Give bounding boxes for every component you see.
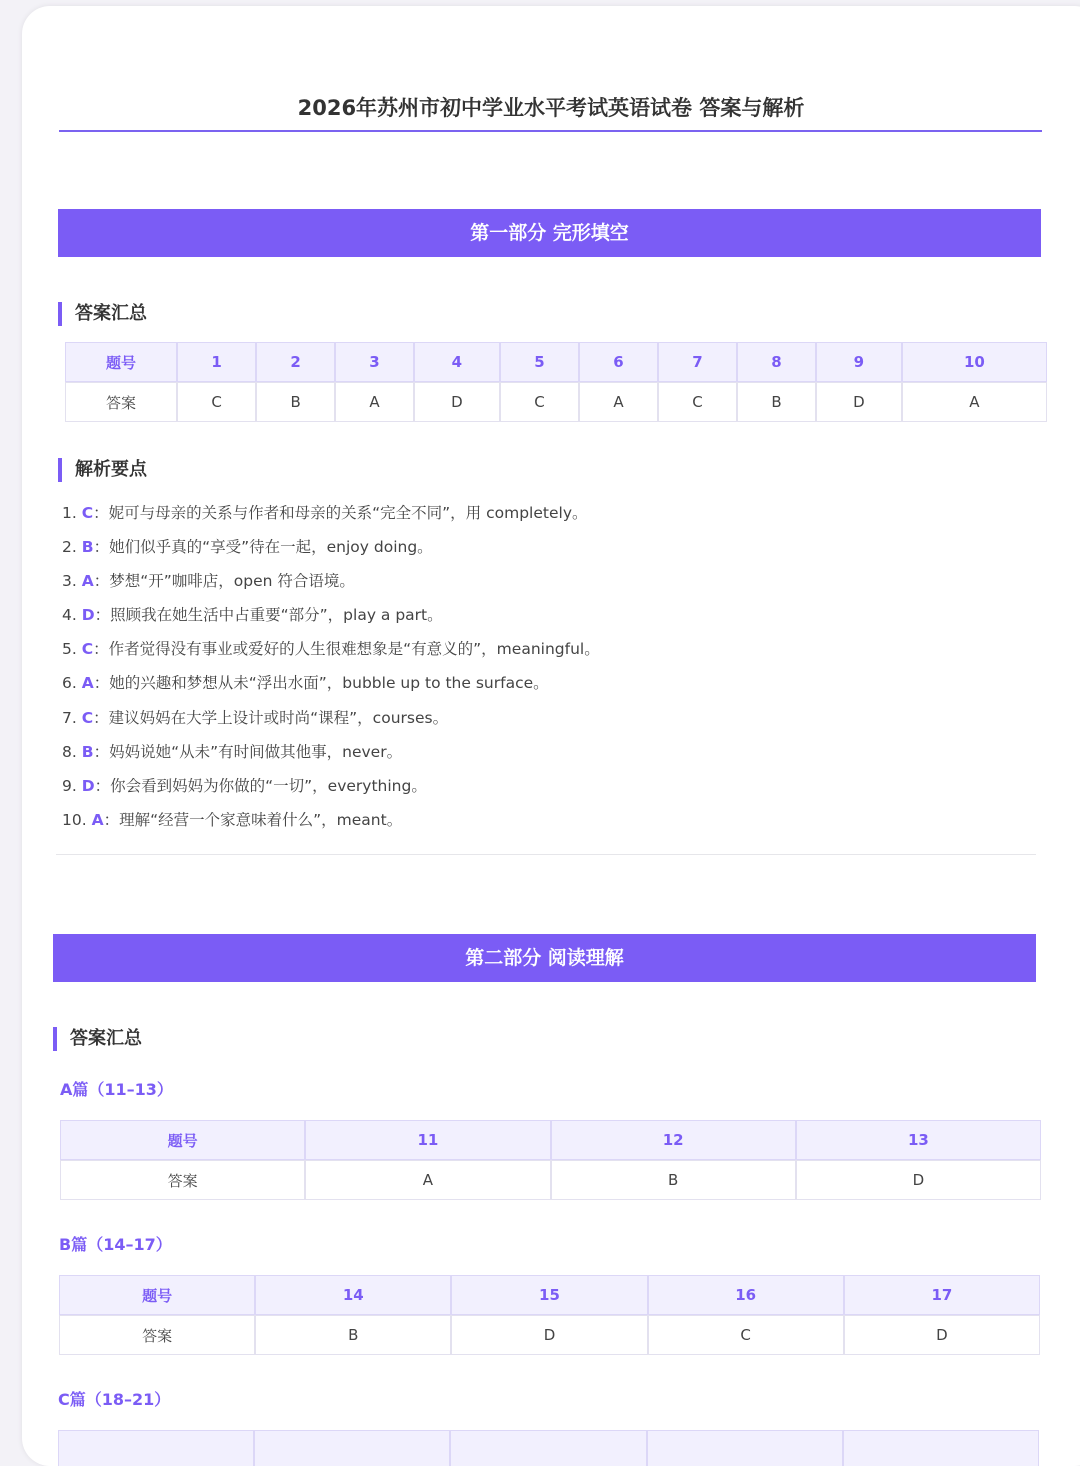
answer-cell: C [648, 1315, 844, 1355]
answer-cell: D [414, 382, 500, 422]
table-header-row [60, 1120, 1041, 1160]
answer-label: 答案 [59, 1315, 255, 1355]
question-number-label: 题号 [59, 1275, 255, 1315]
question-number: 16 [648, 1275, 844, 1315]
explanation-answer: A [81, 674, 94, 693]
section-b-answer-table [59, 1275, 1040, 1355]
question-number: 4 [414, 342, 500, 382]
document-title: 2026年苏州市初中学业水平考试英语试卷 答案与解析 [297, 96, 805, 120]
part2-summary-heading: 答案汇总 [53, 1027, 142, 1051]
table-cell [843, 1430, 1039, 1466]
question-number: 5 [500, 342, 579, 382]
explanation-item [62, 666, 600, 700]
part1-banner: 第一部分 完形填空 [58, 209, 1041, 257]
explanation-number: 2. [62, 538, 77, 557]
question-number: 6 [579, 342, 658, 382]
part1-analysis-heading: 解析要点 [58, 458, 147, 482]
explanation-text: ：妈妈说她“从未”有时间做其他事，never。 [93, 742, 403, 761]
explanation-item [62, 530, 600, 564]
title-underline [59, 130, 1042, 132]
answer-cell: C [177, 382, 256, 422]
question-number-label: 题号 [65, 342, 177, 382]
section-a-answer-table [60, 1120, 1041, 1200]
answer-cell: A [305, 1160, 550, 1200]
answer-cell: A [902, 382, 1047, 422]
question-number: 3 [335, 342, 414, 382]
section-a-label: A篇（11–13） [60, 1080, 173, 1099]
explanation-item [62, 564, 600, 598]
answer-cell: A [335, 382, 414, 422]
answer-label: 答案 [60, 1160, 305, 1200]
question-number: 17 [844, 1275, 1040, 1315]
explanation-text: ：她们似乎真的“享受”待在一起，enjoy doing。 [93, 538, 433, 557]
question-number: 1 [177, 342, 256, 382]
answer-cell: B [551, 1160, 796, 1200]
explanation-item [62, 496, 600, 530]
answer-cell: D [844, 1315, 1040, 1355]
explanation-item [62, 803, 600, 837]
answer-cell: D [451, 1315, 647, 1355]
explanation-number: 6. [62, 674, 77, 693]
part1-summary-heading: 答案汇总 [58, 302, 147, 326]
explanation-number: 4. [62, 606, 77, 625]
explanation-text: ：妮可与母亲的关系与作者和母亲的关系“完全不同”，用 completely。 [93, 504, 588, 522]
explanation-number: 3. [62, 572, 77, 591]
answer-cell: B [255, 1315, 451, 1355]
explanation-number: 8. [62, 742, 77, 761]
explanation-item [62, 735, 600, 769]
question-number: 2 [256, 342, 335, 382]
question-number: 14 [255, 1275, 451, 1315]
part1-answer-table [65, 342, 1047, 422]
section-c-label: C篇（18–21） [58, 1390, 171, 1409]
question-number: 9 [816, 342, 902, 382]
answer-cell: B [256, 382, 335, 422]
question-number: 13 [796, 1120, 1041, 1160]
answer-label: 答案 [65, 382, 177, 422]
explanation-answer: B [81, 538, 94, 557]
table-header-row [58, 1430, 1039, 1466]
explanation-item [62, 632, 600, 666]
answer-cell: A [579, 382, 658, 422]
explanation-text: ：她的兴趣和梦想从未“浮出水面”，bubble up to the surface。 [93, 674, 549, 693]
answer-cell: D [816, 382, 902, 422]
explanation-answer: B [81, 742, 94, 761]
table-header-row [65, 342, 1047, 382]
explanation-text: ：理解“经营一个家意味着什么”，meant。 [103, 810, 403, 829]
part2-banner: 第二部分 阅读理解 [53, 934, 1036, 982]
table-cell [254, 1430, 450, 1466]
explanation-answer: C [81, 504, 94, 522]
explanation-item [62, 598, 600, 632]
section-c-answer-table [58, 1430, 1039, 1466]
question-number: 7 [658, 342, 737, 382]
explanation-number: 9. [62, 776, 77, 795]
explanation-number: 5. [62, 640, 77, 659]
explanation-answer: D [81, 776, 95, 795]
answer-cell: B [737, 382, 816, 422]
question-number: 10 [902, 342, 1047, 382]
explanation-text: ：你会看到妈妈为你做的“一切”，everything。 [94, 776, 427, 795]
question-number-label: 题号 [60, 1120, 305, 1160]
explanation-answer: A [91, 810, 104, 829]
table-answer-row [59, 1315, 1040, 1355]
answer-cell: C [500, 382, 579, 422]
explanation-number: 7. [62, 708, 77, 727]
explanation-item [62, 769, 600, 803]
explanation-text: ：作者觉得没有事业或爱好的人生很难想象是“有意义的”，meaningful。 [93, 640, 600, 659]
table-answer-row [60, 1160, 1041, 1200]
table-header-row [59, 1275, 1040, 1315]
question-number: 8 [737, 342, 816, 382]
question-number: 15 [451, 1275, 647, 1315]
explanation-list [62, 496, 600, 837]
explanation-number: 10. [62, 810, 87, 829]
answer-sheet-page [22, 6, 1080, 1466]
explanation-answer: A [81, 572, 94, 591]
table-cell [647, 1430, 843, 1466]
section-b-label: B篇（14–17） [59, 1235, 172, 1254]
table-cell [450, 1430, 646, 1466]
answer-cell: D [796, 1160, 1041, 1200]
explanation-text: ：梦想“开”咖啡店，open 符合语境。 [93, 572, 355, 591]
explanation-text: ：照顾我在她生活中占重要“部分”，play a part。 [94, 606, 443, 625]
question-number: 12 [551, 1120, 796, 1160]
table-cell [58, 1430, 254, 1466]
explanation-answer: D [81, 606, 95, 625]
explanation-number: 1. [62, 504, 77, 522]
explanation-answer: C [81, 708, 94, 727]
table-answer-row [65, 382, 1047, 422]
explanation-text: ：建议妈妈在大学上设计或时尚“课程”，courses。 [93, 708, 449, 727]
answer-cell: C [658, 382, 737, 422]
section-divider [56, 854, 1036, 855]
explanation-item [62, 701, 600, 735]
explanation-answer: C [81, 640, 94, 659]
question-number: 11 [305, 1120, 550, 1160]
